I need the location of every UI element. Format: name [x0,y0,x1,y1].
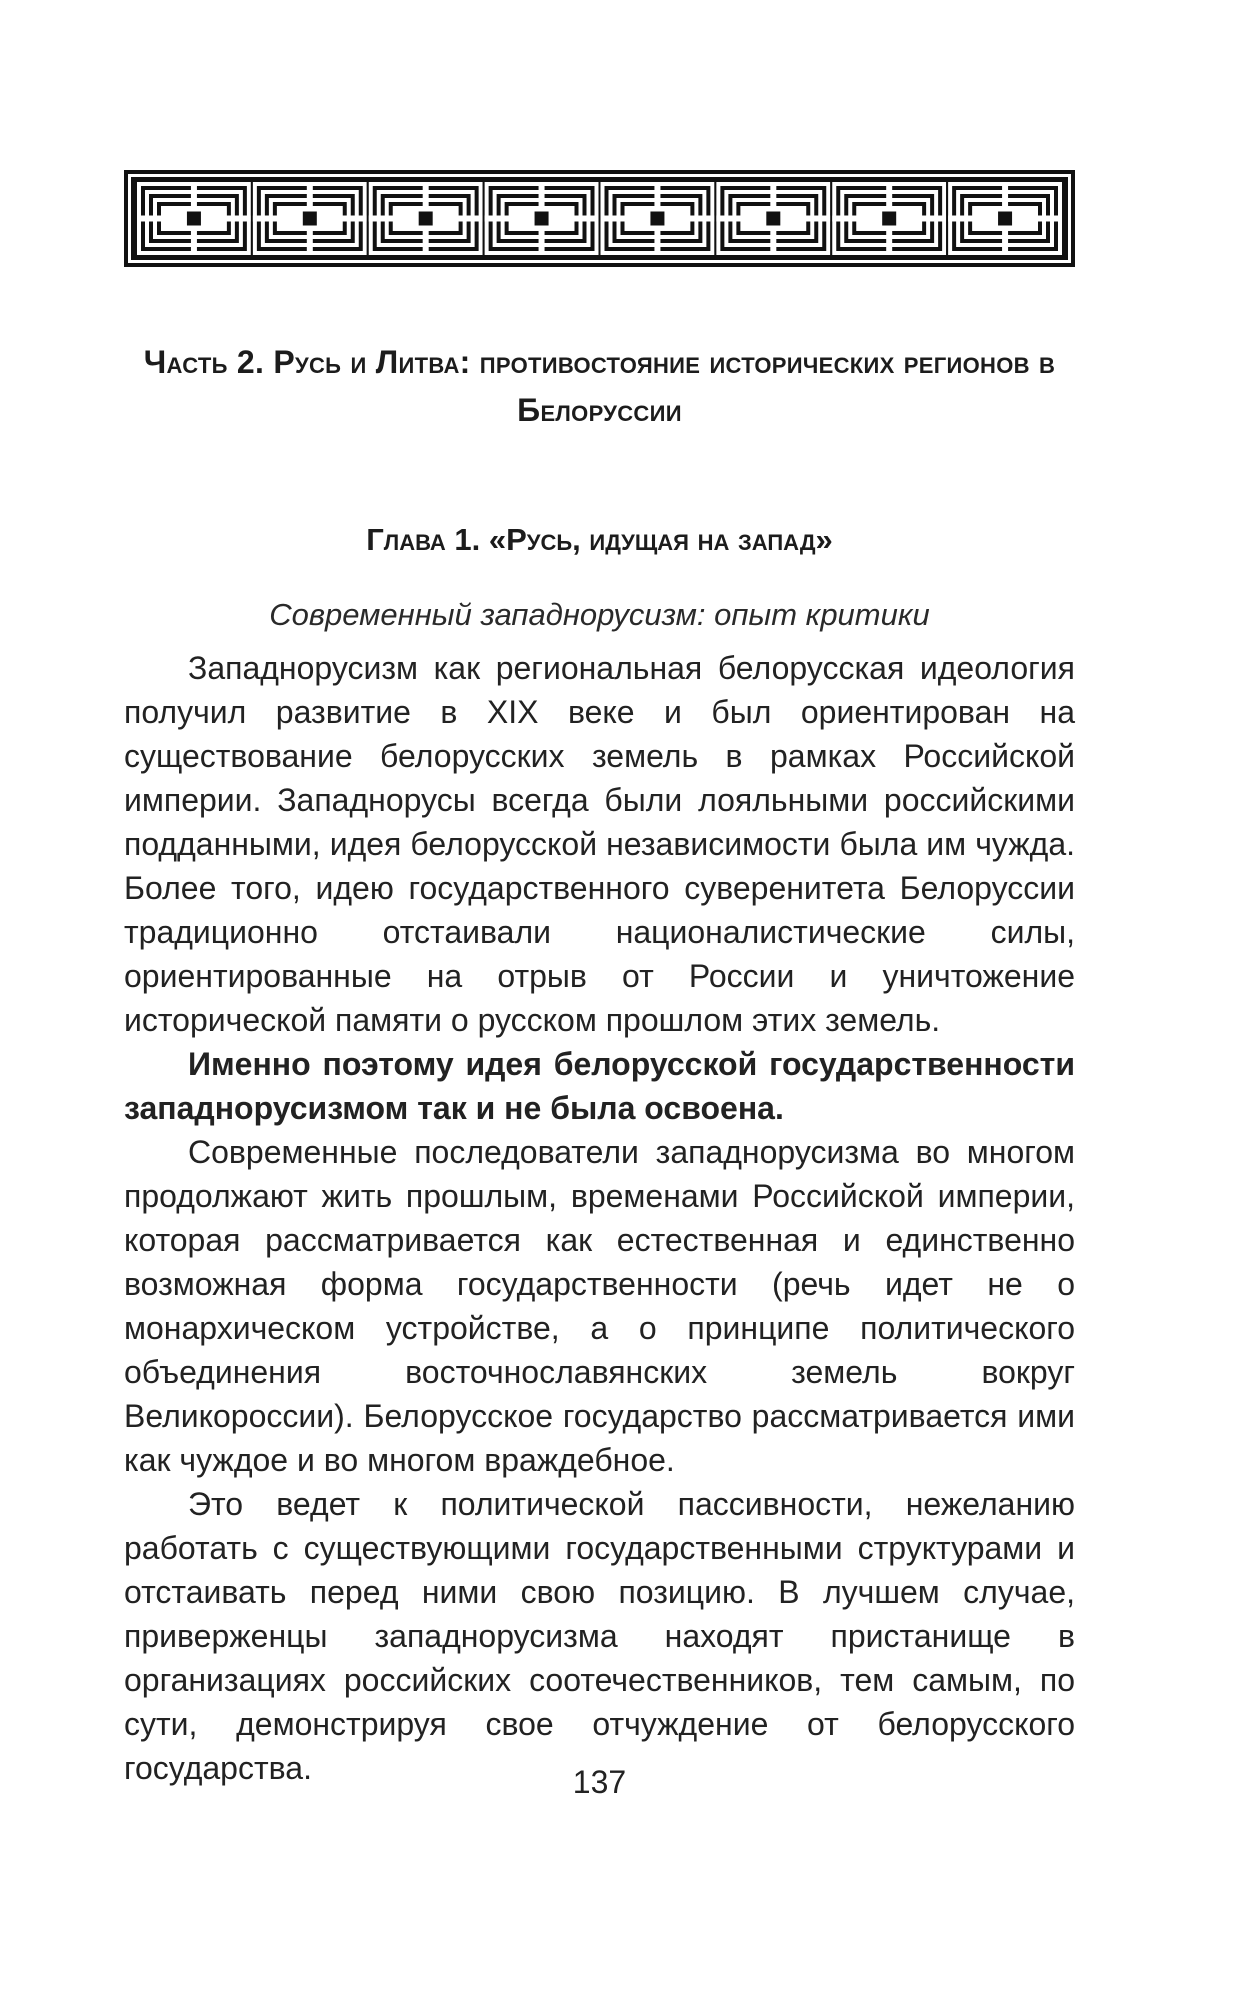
ornament-stroke [1002,229,1008,255]
ornament-stroke [766,212,780,226]
ornament-stroke [654,182,660,208]
ornament-stroke [457,216,483,222]
ornament-stroke [886,229,892,255]
ornament-stroke [714,182,716,255]
paragraph: Западнорусизм как региональная белорусская идеология получил развитие в XIX веке и был ориентирован на существование белорусских земель в рамках Российской империи. Западнорусы всегда были лояльными российскими подданными, идея белорусской независимости была им чужда. Более того, идею государственного суверенитета Белоруссии традиционно отстаивали националистические силы, ориентированные на отрыв от России и уничтожение исторической памяти о русском прошлом этих земель. [124,650,1075,1038]
ornament-stroke [307,182,313,208]
ornament-stroke [688,216,714,222]
ornament-stroke [882,212,896,226]
ornament-stroke [1036,216,1062,222]
ornament-border [124,170,1075,267]
ornament-stroke [307,229,313,255]
ornament-stroke [654,229,660,255]
ornament-stroke [419,212,433,226]
ornament-stroke [253,216,279,222]
ornament-stroke [539,229,545,255]
greek-key-ornament [124,170,1075,267]
ornament-stroke [1002,182,1008,208]
ornament-stroke [539,182,545,208]
ornament-stroke [946,182,948,255]
ornament-stroke [998,212,1012,226]
ornament-stroke [251,182,253,255]
ornament-stroke [804,216,830,222]
ornament-stroke [886,182,892,208]
ornament-stroke [369,216,395,222]
ornament-stroke [483,182,485,255]
ornament-stroke [187,212,201,226]
ornament-stroke [601,216,627,222]
ornament-stroke [341,216,367,222]
ornament-stroke [948,216,974,222]
ornament-stroke [137,216,163,222]
ornament-stroke [1062,182,1064,255]
ornament-stroke [535,212,549,226]
paragraph: Современные последователи западнорусизма во многом продолжают жить прошлым, временами Российской империи, которая рассматривается как естественная и единственно возможная форма государственности (речь идет не о монархическом устройстве, а о принципе политического объединения восточнославянских земель вокруг Великороссии). Белорусское государство рассматривается ими как чуждое и во многом враждебное. [124,1134,1075,1478]
ornament-stroke [191,182,197,208]
ornament-stroke [225,216,251,222]
ornament-stroke [650,212,664,226]
ornament-stroke [191,229,197,255]
bold-paragraph: Именно поэтому идея белорусской государственности западнорусизмом так и не была освоена. [124,1046,1075,1126]
ornament-stroke [830,182,832,255]
ornament-stroke [367,182,369,255]
ornament-stroke [770,182,776,208]
ornament-stroke [573,216,599,222]
ornament-tiles [137,182,1064,255]
ornament-stroke [920,216,946,222]
part-title: Часть 2. Русь и Литва: противостояние исторических регионов в Белоруссии [143,344,1056,428]
ornament-stroke [303,212,317,226]
chapter-title: Глава 1. «Русь, идущая на запад» [366,522,833,557]
ornament-stroke [770,229,776,255]
ornament-stroke [599,182,601,255]
ornament-stroke [485,216,511,222]
page-number: 137 [572,1764,627,1800]
ornament-stroke [423,229,429,255]
body-text [124,646,1075,1790]
paragraph: Это ведет к политической пассивности, нежеланию работать с существующими государственными структурами и отстаивать перед ними свою позицию. В лучшем случае, приверженцы западнорусизма находят пристанище в организациях российских соотечественников, тем самым, по сути, демонстрируя свое отчуждение от белорусского государства. [124,1486,1075,1786]
ornament-stroke [423,182,429,208]
ornament-stroke [832,216,858,222]
ornament-stroke [716,216,742,222]
section-title: Современный западнорусизм: опыт критики [269,597,930,632]
